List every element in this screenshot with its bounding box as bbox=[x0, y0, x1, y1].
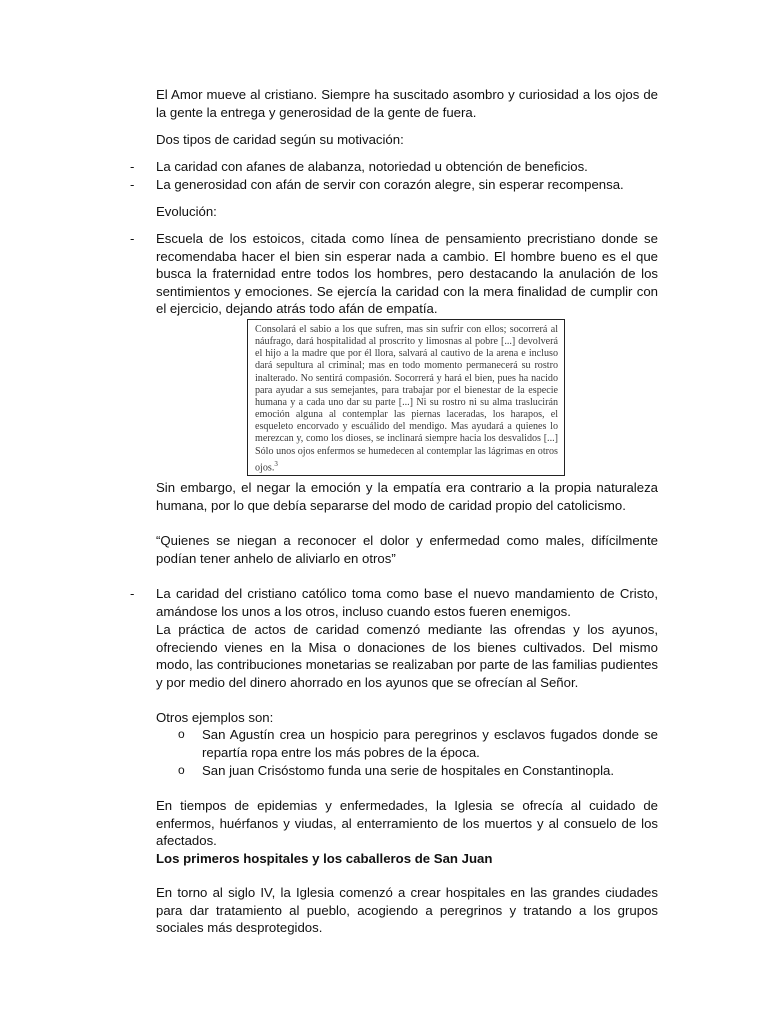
section-heading: Los primeros hospitales y los caballeros de San Juan bbox=[156, 851, 493, 866]
list-item bbox=[130, 585, 658, 620]
list-item bbox=[130, 158, 658, 176]
dash-bullet-marker: - bbox=[130, 231, 135, 246]
list-item bbox=[178, 762, 658, 780]
paragraph-siglo-iv: En torno al siglo IV, la Iglesia comenzó a crear hospitales en las grandes ciudades para dar tratamiento al pueblo, acogiendo a peregrinos y tratando a los grupos sociales más desprotegidos. bbox=[156, 885, 658, 936]
list-item bbox=[130, 176, 658, 194]
paragraph-cita: “Quienes se niegan a reconocer el dolor y enfermedad como males, difícilmente podían tener anhelo de aliviarlo en otros” bbox=[156, 533, 658, 566]
list-item-text: Escuela de los estoicos, citada como línea de pensamiento precristiano donde se recomendaba hacer el bien sin esperar nada a cambio. El hombre bueno es el que busca la fraternidad entre todos los hombres, pero destacando la anulación de los sentimientos y emociones. Se ejercía la caridad con la mera finalidad de cumplir con el ejercicio, dejando atrás todo afán de empatía. bbox=[156, 231, 658, 317]
list-item-text: La generosidad con afán de servir con corazón alegre, sin esperar recompensa. bbox=[156, 177, 624, 192]
list-item-text: La caridad con afanes de alabanza, notoriedad u obtención de beneficios. bbox=[156, 159, 588, 174]
paragraph-tipos-caridad: Dos tipos de caridad según su motivación: bbox=[156, 132, 404, 147]
paragraph-intro: El Amor mueve al cristiano. Siempre ha suscitado asombro y curiosidad a los ojos de la gente la entrega y generosidad de la gente de fuera. bbox=[156, 87, 658, 120]
paragraph-practica: La práctica de actos de caridad comenzó mediante las ofrendas y los ayunos, ofreciendo vienes en la Misa o donaciones de los bienes cultivados. Del mismo modo, las contribuciones monetarias se realizaban por parte de las familias pudientes y por medio del dinero ahorrado en los ayunos que se ofrecían al Señor. bbox=[156, 622, 658, 690]
list-item bbox=[130, 230, 658, 318]
list-item-text: San juan Crisóstomo funda una serie de hospitales en Constantinopla. bbox=[202, 763, 615, 778]
dash-bullet-marker: - bbox=[130, 586, 135, 601]
circle-bullet-marker: o bbox=[178, 763, 185, 777]
paragraph-otros-ejemplos: Otros ejemplos son: bbox=[156, 710, 274, 725]
quote-excerpt-text: Consolará el sabio a los que sufren, mas sin sufrir con ellos; socorrerá al náufrago, dará hospitalidad al proscrito y limosnas al pobre [...] devolverá el hijo a la madre que por él llora, salvará al cautivo de la arena e incluso dará sepultura al criminal; mas en todo momento permanecerá su rostro inalterado. No sentirá compasión. Socorrerá y hará el bien, pues ha nacido para ayudar a sus semejantes, para trabajar por el bienestar de la especie humana y a cada uno dar su parte [...] Ni su rostro ni su alma traslucirán emoción alguna al contemplar las piernas laceradas, los harapos, el esqueleto encorvado y escuálido del mendigo. Mas ayudará a quienes lo merezcan y, como los dioses, se inclinará siempre hacia los desvalidos [...] Sólo unos ojos enfermos se humedecen al contemplar las lágrimas en otros ojos. bbox=[255, 324, 558, 474]
list-item-text: La caridad del cristiano católico toma como base el nuevo mandamiento de Cristo, amándose los unos a los otros, incluso cuando estos fueren enemigos. bbox=[156, 586, 658, 619]
circle-bullet-marker: o bbox=[178, 727, 185, 741]
list-item-text: San Agustín crea un hospicio para peregrinos y esclavos fugados donde se repartía ropa entre los más pobres de la época. bbox=[202, 727, 658, 760]
paragraph-sin-embargo: Sin embargo, el negar la emoción y la empatía era contrario a la propia naturaleza humana, por lo que debía separarse del modo de caridad propio del catolicismo. bbox=[156, 480, 658, 513]
paragraph-evolucion: Evolución: bbox=[156, 204, 217, 219]
paragraph-epidemias: En tiempos de epidemias y enfermedades, la Iglesia se ofrecía al cuidado de enfermos, huérfanos y viudas, al enterramiento de los muertos y al consuelo de los afectados. bbox=[156, 798, 658, 849]
list-item bbox=[178, 726, 658, 761]
footnote-marker: 3 bbox=[274, 459, 278, 468]
quote-excerpt-box bbox=[247, 319, 565, 476]
dash-bullet-marker: - bbox=[130, 159, 135, 174]
dash-bullet-marker: - bbox=[130, 177, 135, 192]
